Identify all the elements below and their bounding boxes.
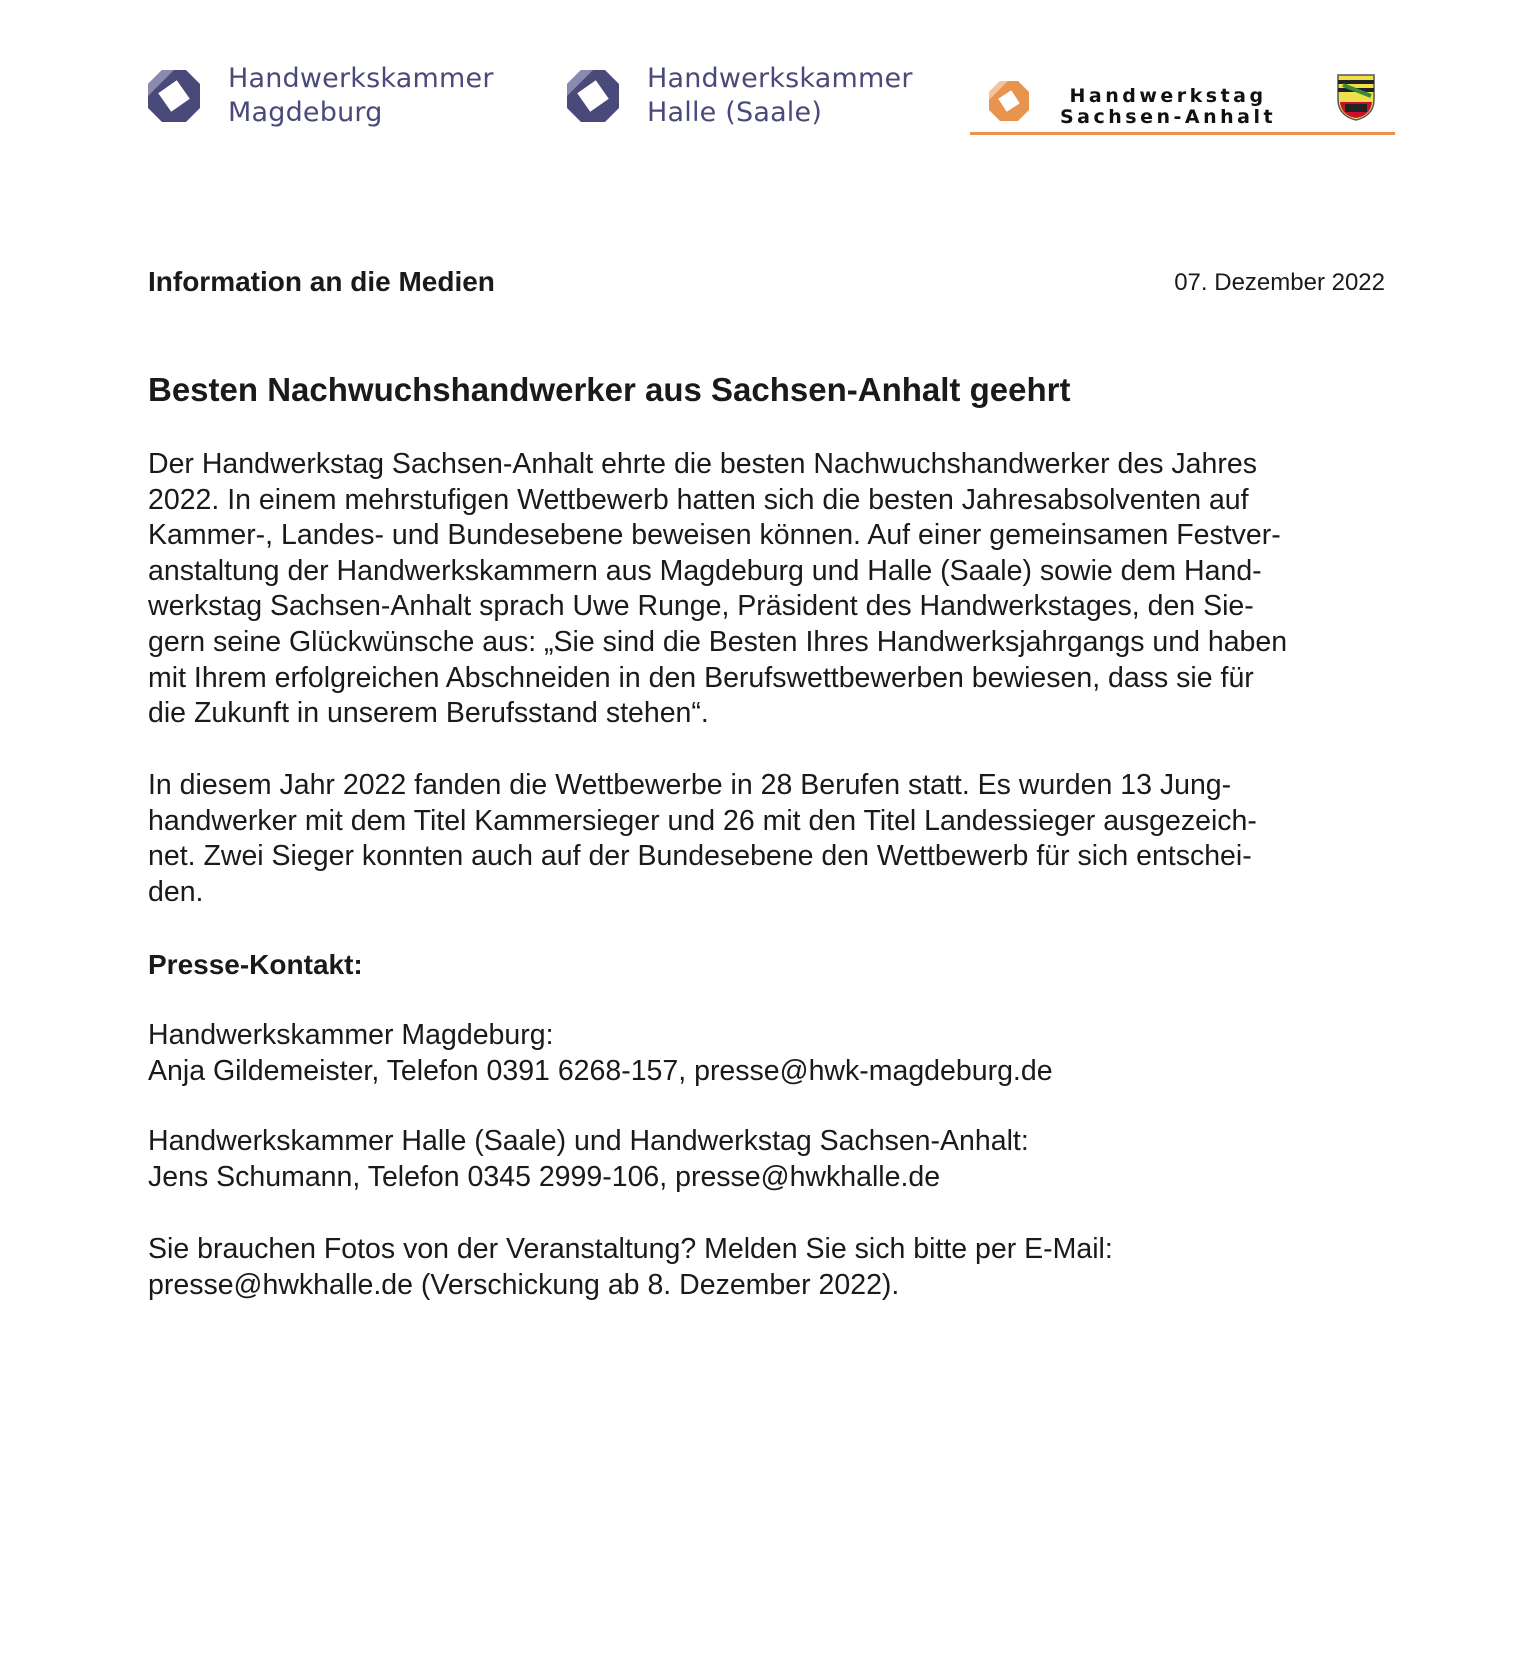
text-line: Handwerkskammer Halle (Saale) und Handwerkstag Sachsen-Anhalt: <box>148 1125 1029 1157</box>
text-line: Handwerkskammer Magdeburg: <box>148 1019 554 1051</box>
info-row <box>148 265 1385 299</box>
hwk-logo-icon <box>144 66 204 126</box>
text-line: Anja Gildemeister, Telefon 0391 6268-157, presse@hwk-magdeburg.de <box>148 1054 1053 1087</box>
letterhead <box>0 62 1520 142</box>
handwerkstag-text <box>1060 86 1276 128</box>
text-line: anstaltung der Handwerkskammern aus Magdeburg und Halle (Saale) sowie dem Hand- <box>148 554 1262 587</box>
divider <box>970 132 1395 135</box>
logo-hwk-halle <box>563 62 913 130</box>
text-line: handwerker mit dem Titel Kammersieger und 26 mit den Titel Landessieger ausgezeich- <box>148 804 1257 837</box>
text-line: mit Ihrem erfolgreichen Abschneiden in den Berufswettbewerben bewiesen, dass sie für <box>148 661 1254 694</box>
logo-line: Handwerkskammer <box>647 63 913 94</box>
logo-hwk-magdeburg <box>144 62 494 130</box>
text-line: die Zukunft in unserem Berufsstand stehen“. <box>148 697 709 730</box>
text-line: gern seine Glückwünsche aus: „Sie sind die Besten Ihres Handwerksjahrgangs und haben <box>148 625 1288 658</box>
text-line: 2022. In einem mehrstufigen Wettbewerb hatten sich die besten Jahresabsolventen auf <box>148 483 1249 516</box>
document-type-label: Information an die Medien <box>148 266 495 297</box>
handwerkstag-logo-icon <box>986 78 1032 124</box>
coat-of-arms-icon <box>1335 72 1377 122</box>
text-line: den. <box>148 875 204 908</box>
logo-text <box>228 62 494 130</box>
text-line: Sie brauchen Fotos von der Veranstaltung? Melden Sie sich bitte per E-Mail: <box>148 1233 1113 1265</box>
logo-line: Handwerkskammer <box>228 63 494 94</box>
text-line: net. Zwei Sieger konnten auch auf der Bundesebene den Wettbewerb für sich entschei- <box>148 840 1252 873</box>
logo-handwerkstag <box>970 68 1395 136</box>
text-line: Kammer-, Landes- und Bundesebene beweisen können. Auf einer gemeinsamen Festver- <box>148 519 1281 552</box>
page-title: Besten Nachwuchshandwerker aus Sachsen-Anhalt geehrt <box>148 371 1071 408</box>
text-line: Jens Schumann, Telefon 0345 2999-106, presse@hwkhalle.de <box>148 1160 941 1193</box>
contact-halle <box>148 1124 1408 1195</box>
text-line: Der Handwerkstag Sachsen-Anhalt ehrte die besten Nachwuchshandwerker des Jahres <box>148 448 1257 480</box>
logo-line: Halle (Saale) <box>647 97 823 128</box>
press-contact-heading: Presse-Kontakt: <box>148 949 363 980</box>
paragraph-intro <box>148 447 1408 732</box>
contact-magdeburg <box>148 1018 1408 1089</box>
hwk-logo-icon <box>563 66 623 126</box>
photo-request-note <box>148 1232 1408 1303</box>
logo-text <box>647 62 913 130</box>
document-date: 07. Dezember 2022 <box>1174 269 1385 296</box>
text-line: presse@hwkhalle.de (Verschickung ab 8. Dezember 2022). <box>148 1268 900 1301</box>
paragraph-competitions <box>148 768 1408 910</box>
text-line: In diesem Jahr 2022 fanden die Wettbewerbe in 28 Berufen statt. Es wurden 13 Jung- <box>148 769 1232 801</box>
logo-line: Handwerkstag <box>1069 85 1267 107</box>
text-line: werkstag Sachsen-Anhalt sprach Uwe Runge, Präsident des Handwerkstages, den Sie- <box>148 590 1254 623</box>
logo-line: Sachsen-Anhalt <box>1060 106 1277 128</box>
logo-line: Magdeburg <box>228 97 383 128</box>
